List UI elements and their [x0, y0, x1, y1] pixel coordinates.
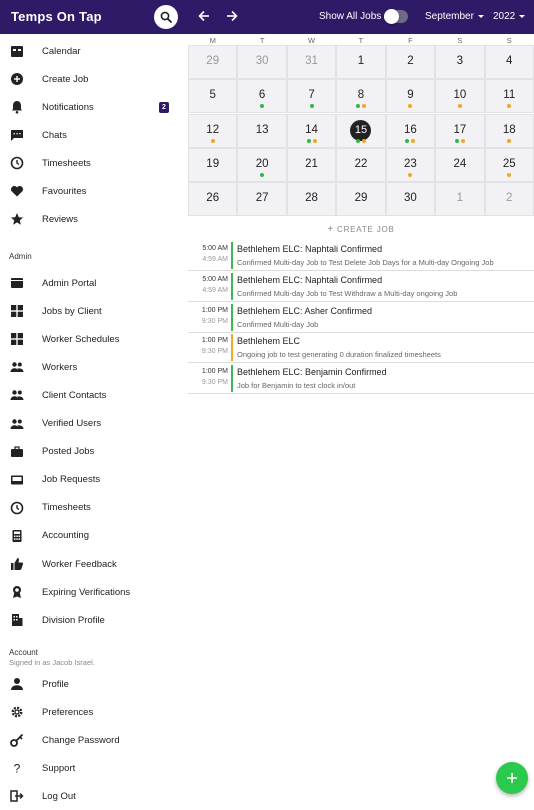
sidebar-item-support[interactable] — [0, 754, 188, 782]
calendar-day[interactable] — [287, 182, 336, 216]
calendar-day[interactable] — [485, 148, 534, 182]
orange-job-dot — [458, 104, 462, 108]
calculator-icon — [10, 529, 24, 543]
question-icon — [10, 761, 24, 775]
star-icon — [10, 212, 24, 226]
app-title: Temps On Tap — [11, 9, 102, 24]
job-list-item[interactable] — [188, 302, 534, 333]
job-start-time: 1:00 PM — [201, 337, 228, 345]
sidebar-item-reviews[interactable] — [0, 205, 188, 233]
account-section-title: Account — [9, 648, 38, 657]
sidebar-item-label: Notifications — [42, 101, 94, 113]
day-number: 29 — [354, 192, 368, 205]
sidebar-item-label: Reviews — [42, 213, 78, 225]
job-indicator-dots — [337, 139, 384, 143]
calendar-day[interactable] — [435, 148, 484, 182]
job-status-bar — [231, 334, 233, 361]
calendar-day[interactable] — [237, 79, 286, 113]
job-status-bar — [231, 304, 233, 331]
chat-icon — [10, 128, 24, 142]
calendar-day[interactable] — [386, 182, 435, 216]
day-number: 14 — [305, 123, 318, 136]
day-number: 5 — [209, 89, 216, 102]
sidebar-item-notifications[interactable] — [0, 93, 188, 121]
briefcase-icon — [10, 445, 24, 459]
day-number: 9 — [407, 89, 414, 102]
sidebar-item-label: Division Profile — [42, 614, 105, 626]
sidebar-item-label: Timesheets — [42, 157, 91, 169]
sidebar-item-create-job[interactable] — [0, 65, 188, 93]
job-indicator-dots — [387, 139, 434, 143]
sidebar-item-label: Support — [42, 762, 76, 774]
job-description: Confirmed Multi-day Job to Test Delete Job Days for a Multi-day Ongoing Job — [237, 258, 494, 267]
sidebar-item-label: Admin Portal — [42, 277, 97, 289]
day-number: 2 — [407, 55, 414, 67]
green-job-dot — [356, 104, 360, 108]
job-end-time: 4:59 AM — [202, 256, 228, 263]
job-list-item[interactable] — [188, 271, 534, 302]
plus-icon — [506, 772, 518, 784]
weekday-header: T — [358, 36, 364, 45]
day-number: 21 — [305, 157, 318, 170]
sidebar-item-label: Job Requests — [42, 474, 101, 486]
signed-in-text: Signed in as Jacob Israel. — [9, 658, 95, 667]
portal-icon — [10, 276, 24, 290]
job-status-bar — [231, 365, 233, 392]
job-end-time: 9:30 PM — [201, 348, 228, 356]
job-title: Bethlehem ELC: Naphtali Confirmed — [237, 274, 383, 285]
sidebar-item-division-profile[interactable] — [0, 606, 188, 634]
sidebar-item-label: Accounting — [42, 530, 90, 542]
job-indicator-dots — [238, 173, 285, 177]
day-number: 30 — [255, 55, 269, 67]
orange-job-dot — [408, 173, 412, 177]
thumbs-up-icon — [10, 557, 24, 571]
day-number: 17 — [453, 123, 467, 136]
job-indicator-dots — [486, 104, 533, 108]
sidebar — [0, 34, 188, 800]
sidebar-item-label: Workers — [42, 361, 78, 373]
day-number: 15 — [350, 120, 371, 141]
calendar-day[interactable] — [336, 148, 385, 182]
gear-icon — [10, 705, 24, 719]
job-indicator-dots — [486, 139, 533, 143]
weekday-header: S — [457, 36, 463, 45]
sidebar-item-calendar[interactable] — [0, 37, 188, 65]
green-job-dot — [455, 139, 459, 143]
sidebar-item-label: Log Out — [42, 790, 76, 802]
calendar-day[interactable] — [237, 45, 286, 79]
weekday-header: F — [408, 36, 413, 45]
previous-month-button[interactable] — [196, 8, 212, 24]
add-job-fab[interactable] — [496, 762, 528, 794]
job-indicator-dots — [238, 104, 285, 108]
job-description: Job for Benjamin to test clock in/out — [237, 381, 356, 391]
weekday-header: M — [209, 36, 216, 45]
orange-job-dot — [362, 104, 366, 108]
calendar-day[interactable] — [188, 182, 237, 216]
sidebar-item-label: Worker Feedback — [42, 558, 117, 570]
admin-section-title: Admin — [9, 252, 32, 261]
year-value: 2022 — [493, 11, 516, 22]
logout-icon — [10, 789, 24, 803]
calendar-day[interactable] — [435, 45, 484, 79]
green-job-dot — [307, 139, 311, 143]
sidebar-item-worker-schedules[interactable] — [0, 325, 188, 353]
calendar-day[interactable] — [386, 45, 435, 79]
calendar-day[interactable] — [485, 45, 534, 79]
job-indicator-dots — [436, 139, 483, 143]
job-start-time: 1:00 PM — [201, 368, 228, 376]
calendar-day[interactable] — [435, 79, 484, 113]
people-icon — [10, 417, 24, 431]
green-job-dot — [310, 104, 314, 108]
job-title: Bethlehem ELC: Naphtali Confirmed — [237, 244, 383, 254]
day-number: 29 — [206, 55, 220, 67]
job-list-item[interactable] — [188, 240, 534, 271]
sidebar-item-label: Preferences — [42, 706, 94, 718]
calendar-icon — [10, 44, 24, 58]
sidebar-item-label: Create Job — [42, 73, 89, 85]
sidebar-item-label: Calendar — [42, 45, 81, 57]
orange-job-dot — [211, 139, 215, 143]
calendar-day[interactable] — [336, 79, 385, 113]
calendar-day[interactable] — [287, 45, 336, 79]
sidebar-item-label: Timesheets — [42, 502, 91, 514]
day-number: 23 — [404, 157, 417, 170]
calendar-day[interactable] — [336, 182, 385, 216]
arrow-left-icon — [198, 10, 210, 22]
sidebar-item-profile[interactable] — [0, 670, 188, 698]
calendar-day[interactable] — [287, 79, 336, 113]
orange-job-dot — [313, 139, 317, 143]
day-number: 25 — [502, 157, 516, 170]
calendar-day[interactable] — [237, 148, 286, 182]
orange-job-dot — [507, 104, 511, 108]
show-all-jobs-label: Show All Jobs — [319, 11, 382, 22]
sidebar-item-posted-jobs[interactable] — [0, 438, 188, 466]
person-icon — [10, 677, 24, 691]
sidebar-item-job-requests[interactable] — [0, 466, 188, 494]
green-job-dot — [260, 173, 264, 177]
sidebar-item-chats[interactable] — [0, 121, 188, 149]
grid-icon — [10, 332, 24, 346]
orange-job-dot — [507, 173, 511, 177]
orange-job-dot — [408, 104, 412, 108]
job-status-bar — [231, 273, 233, 300]
calendar-day-today[interactable] — [336, 114, 385, 148]
day-number: 30 — [404, 192, 417, 205]
sidebar-item-label: Jobs by Client — [42, 305, 102, 317]
calendar-day[interactable] — [188, 114, 237, 148]
top-app-bar — [0, 0, 534, 34]
sidebar-item-label: Profile — [42, 678, 69, 690]
sidebar-item-admin-portal[interactable] — [0, 269, 188, 297]
calendar-day[interactable] — [237, 182, 286, 216]
calendar-day[interactable] — [435, 114, 484, 148]
job-indicator-dots — [436, 104, 483, 108]
job-list-item[interactable] — [188, 363, 534, 394]
job-status-bar — [231, 242, 233, 269]
people-icon — [10, 388, 24, 402]
job-end-time: 9:30 PM — [201, 317, 228, 325]
job-description: Confirmed Multi-day Job — [237, 319, 319, 329]
calendar-day[interactable] — [485, 114, 534, 148]
sidebar-item-timesheets[interactable] — [0, 494, 188, 522]
toggle-knob — [384, 9, 399, 24]
sidebar-item-change-password[interactable] — [0, 726, 188, 754]
create-job-label: CREATE JOB — [337, 225, 395, 234]
calendar-day[interactable] — [485, 79, 534, 113]
job-description: Confirmed Multi-day Job to Test Withdraw a Multi-day ongoing Job — [237, 288, 458, 298]
day-number: 26 — [206, 192, 220, 205]
sidebar-item-label: Chats — [42, 129, 67, 141]
orange-job-dot — [507, 139, 511, 143]
job-indicator-dots — [288, 104, 335, 108]
job-indicator-dots — [337, 104, 384, 108]
weekday-header: S — [506, 36, 512, 45]
day-number: 28 — [305, 192, 318, 205]
day-number: 19 — [206, 157, 220, 170]
sidebar-item-verified-users[interactable] — [0, 410, 188, 438]
sidebar-item-worker-feedback[interactable] — [0, 550, 188, 578]
orange-job-dot — [411, 139, 415, 143]
day-number: 31 — [305, 55, 318, 67]
job-list-item[interactable] — [188, 332, 534, 363]
job-end-time: 4:59 AM — [202, 286, 228, 294]
weekday-header: W — [307, 36, 316, 45]
building-icon — [10, 613, 24, 627]
month-value: September — [425, 11, 474, 22]
job-start-time: 1:00 PM — [201, 306, 228, 314]
badge-icon — [10, 585, 24, 599]
create-job-button[interactable] — [188, 224, 534, 235]
day-number: 16 — [404, 123, 417, 136]
calendar-day[interactable] — [287, 148, 336, 182]
green-job-dot — [260, 104, 264, 108]
notification-count-badge: 2 — [159, 102, 169, 113]
show-all-jobs-toggle[interactable] — [384, 10, 408, 23]
search-button[interactable] — [154, 5, 178, 29]
sidebar-item-client-contacts[interactable] — [0, 381, 188, 409]
search-icon — [160, 11, 172, 23]
job-indicator-dots — [387, 173, 434, 177]
green-job-dot — [405, 139, 409, 143]
day-number: 10 — [453, 89, 467, 102]
inbox-icon — [10, 473, 24, 487]
bell-icon — [10, 100, 24, 114]
sidebar-item-accounting[interactable] — [0, 522, 188, 550]
chevron-down-icon — [519, 15, 525, 18]
sidebar-item-label: Worker Schedules — [42, 333, 120, 345]
sidebar-item-label: Change Password — [42, 734, 120, 746]
sidebar-item-log-out[interactable] — [0, 782, 188, 810]
job-title: Bethlehem ELC — [237, 336, 301, 347]
calendar-day[interactable] — [287, 114, 336, 148]
weekday-header: T — [259, 36, 265, 45]
arrow-right-icon — [226, 10, 238, 22]
sidebar-item-label: Posted Jobs — [42, 446, 95, 458]
sidebar-item-label: Verified Users — [42, 418, 102, 429]
calendar-day[interactable] — [336, 45, 385, 79]
calendar-day[interactable] — [188, 148, 237, 182]
day-number: 3 — [456, 55, 464, 67]
job-indicator-dots — [189, 139, 236, 143]
day-number: 22 — [354, 157, 368, 170]
day-number: 20 — [255, 157, 269, 170]
day-number: 27 — [255, 192, 269, 205]
orange-job-dot — [362, 139, 366, 143]
calendar-day[interactable] — [188, 79, 237, 113]
sidebar-item-label: Client Contacts — [42, 389, 107, 401]
job-title: Bethlehem ELC: Benjamin Confirmed — [237, 367, 387, 378]
job-end-time: 9:30 PM — [201, 379, 228, 387]
job-description: Ongoing job to test generating 0 duration finalized timesheets — [237, 350, 441, 360]
year-select[interactable] — [493, 11, 525, 22]
day-number: 13 — [255, 123, 269, 136]
key-icon — [10, 733, 24, 747]
month-select[interactable] — [425, 11, 484, 22]
sidebar-item-jobs-by-client[interactable] — [0, 297, 188, 325]
sidebar-item-label: Expiring Verifications — [42, 586, 131, 598]
sidebar-item-label: Favourites — [42, 185, 87, 197]
svg-text:?: ? — [13, 761, 21, 776]
calendar-day[interactable] — [386, 114, 435, 148]
sidebar-item-favourites[interactable] — [0, 177, 188, 205]
day-number: 18 — [502, 123, 516, 136]
day-number: 12 — [206, 123, 220, 136]
day-number: 2 — [506, 192, 513, 205]
next-month-button[interactable] — [224, 8, 240, 24]
clock-icon — [10, 501, 24, 515]
day-number: 1 — [357, 55, 365, 67]
chevron-down-icon — [478, 15, 484, 18]
job-indicator-dots — [387, 104, 434, 108]
day-number: 4 — [506, 55, 513, 67]
day-number: 24 — [453, 157, 467, 170]
sidebar-item-workers[interactable] — [0, 353, 188, 381]
day-number: 7 — [308, 89, 315, 102]
job-start-time: 5:00 AM — [202, 275, 228, 283]
calendar-day[interactable] — [435, 182, 484, 216]
heart-icon — [10, 184, 24, 198]
job-start-time: 5:00 AM — [202, 245, 228, 252]
calendar-day[interactable] — [386, 148, 435, 182]
calendar-day[interactable] — [386, 79, 435, 113]
orange-job-dot — [461, 139, 465, 143]
green-job-dot — [356, 139, 360, 143]
sidebar-item-expiring-verifications[interactable] — [0, 578, 188, 606]
calendar-day[interactable] — [485, 182, 534, 216]
job-indicator-dots — [486, 173, 533, 177]
calendar-day[interactable] — [237, 114, 286, 148]
plus-icon: + — [327, 224, 334, 235]
grid-icon — [10, 304, 24, 318]
clock-icon — [10, 156, 24, 170]
day-number: 1 — [456, 192, 464, 205]
sidebar-item-preferences[interactable] — [0, 698, 188, 726]
job-indicator-dots — [288, 139, 335, 143]
calendar-day[interactable] — [188, 45, 237, 79]
sidebar-item-timesheets[interactable] — [0, 149, 188, 177]
day-number: 8 — [357, 89, 365, 102]
people-icon — [10, 360, 24, 374]
add-circle-icon — [10, 72, 24, 86]
day-number: 11 — [503, 89, 516, 102]
day-number: 6 — [258, 89, 266, 102]
job-title: Bethlehem ELC: Asher Confirmed — [237, 305, 373, 316]
